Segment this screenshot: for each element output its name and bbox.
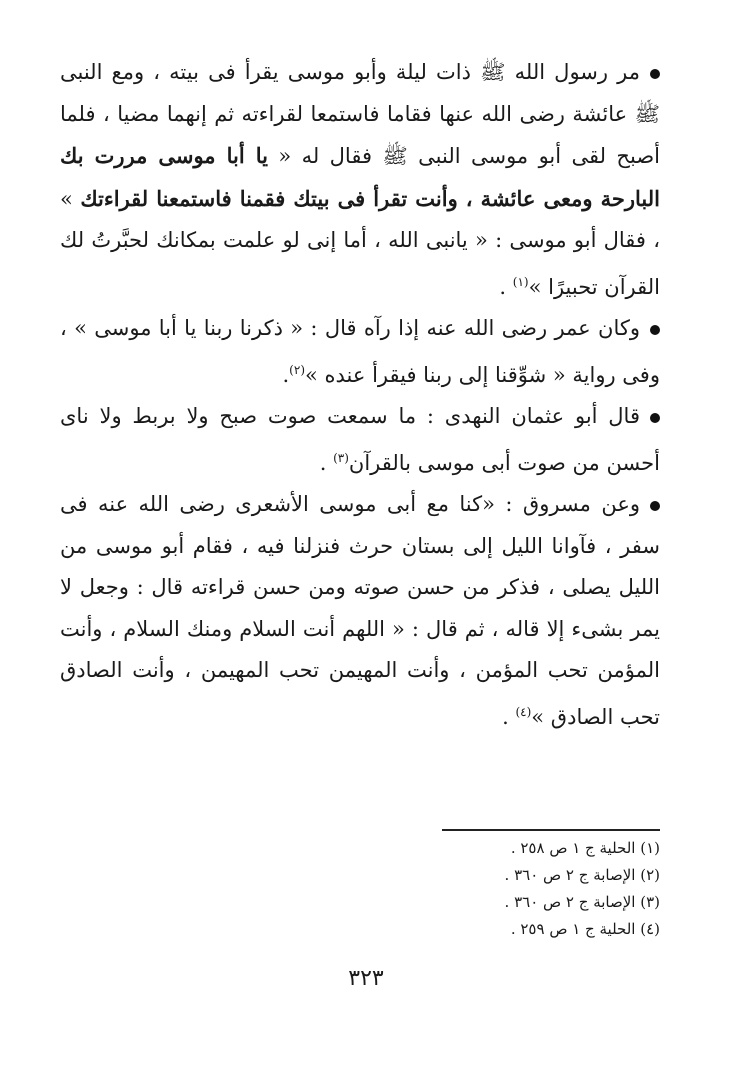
footnote-ref: (٣) [333, 450, 349, 465]
footnote-ref: (٤) [515, 704, 532, 719]
paragraph-3 [60, 396, 660, 484]
footnote-4: (٤) الحلية ج ١ ص ٢٥٩ . [510, 920, 660, 938]
paragraph-text: قال أبو عثمان النهدى : ما سمعت صوت صبح ولا بربط ولا ناى أحسن من صوت أبى موسى بالقرآن [60, 404, 660, 475]
footnotes [440, 835, 660, 943]
paragraph-2 [60, 308, 660, 396]
footnote-divider [442, 829, 660, 831]
paragraph-end: . [282, 362, 290, 387]
footnote-3: (٣) الإصابة ج ٢ ص ٣٦٠ . [504, 893, 660, 911]
paragraph-end: . [499, 274, 513, 299]
paragraph-text: وعن مسروق : «كنا مع أبى موسى الأشعرى رضى الله عنه فى سفر ، فآوانا الليل إلى بستان حرث فنزلنا فيه ، فقام أبو موسى من الليل يصلى ، فذكر من حسن صوته ومن حسن قراءته قال : وجعل لا يمر بشىء إلا قاله ، ثم قال : « اللهم أنت السلام ومنك السلام ، وأنت المؤمن تحب المؤمن ، وأنت المهيمن تحب المهيمن ، وأنت الصادق تحب الصادق » [60, 492, 660, 729]
footnote-1: (١) الحلية ج ١ ص ٢٥٨ . [510, 839, 660, 857]
paragraph-text: وكان عمر رضى الله عنه إذا رآه قال : « ذكرنا ربنا يا أبا موسى » ، وفى رواية « شوِّقنا إلى ربنا فيقرأ عنده » [60, 316, 660, 387]
footnote-2: (٢) الإصابة ج ٢ ص ٣٦٠ . [504, 866, 660, 884]
footnote-ref: (٢) [289, 362, 305, 377]
paragraph-end: . [502, 704, 516, 729]
paragraph-text: مر رسول الله ﷺ ذات ليلة وأبو موسى يقرأ فى بيته ، ومع النبى ﷺ عائشة رضى الله عنها فقاما فاستمعا لقراءته ثم إنهما مضيا ، فلما أصبح لقى أبو موسى النبى ﷺ فقال له « [60, 60, 660, 168]
bullet-icon [650, 501, 660, 511]
paragraph-end: . [319, 450, 334, 475]
page-number: ٣٢٣ [348, 966, 384, 991]
hadith-quote: يا أبا موسى مررت بك البارحة ومعى عائشة ، وأنت تقرأ فى بيتك فقمنا فاستمعنا لقراءتك [60, 143, 660, 211]
paragraph-text: » ، فقال أبو موسى : « يانبى الله ، أما إنى لو علمت بمكانك لحبَّرتُ لك القرآن تحبيرًا » [60, 186, 660, 299]
footnote-ref: (١) [512, 274, 529, 289]
bullet-icon [650, 69, 660, 79]
paragraph-1 [60, 52, 660, 308]
paragraph-4 [60, 484, 660, 738]
main-text [60, 52, 660, 738]
bullet-icon [650, 325, 660, 335]
bullet-icon [650, 413, 660, 423]
